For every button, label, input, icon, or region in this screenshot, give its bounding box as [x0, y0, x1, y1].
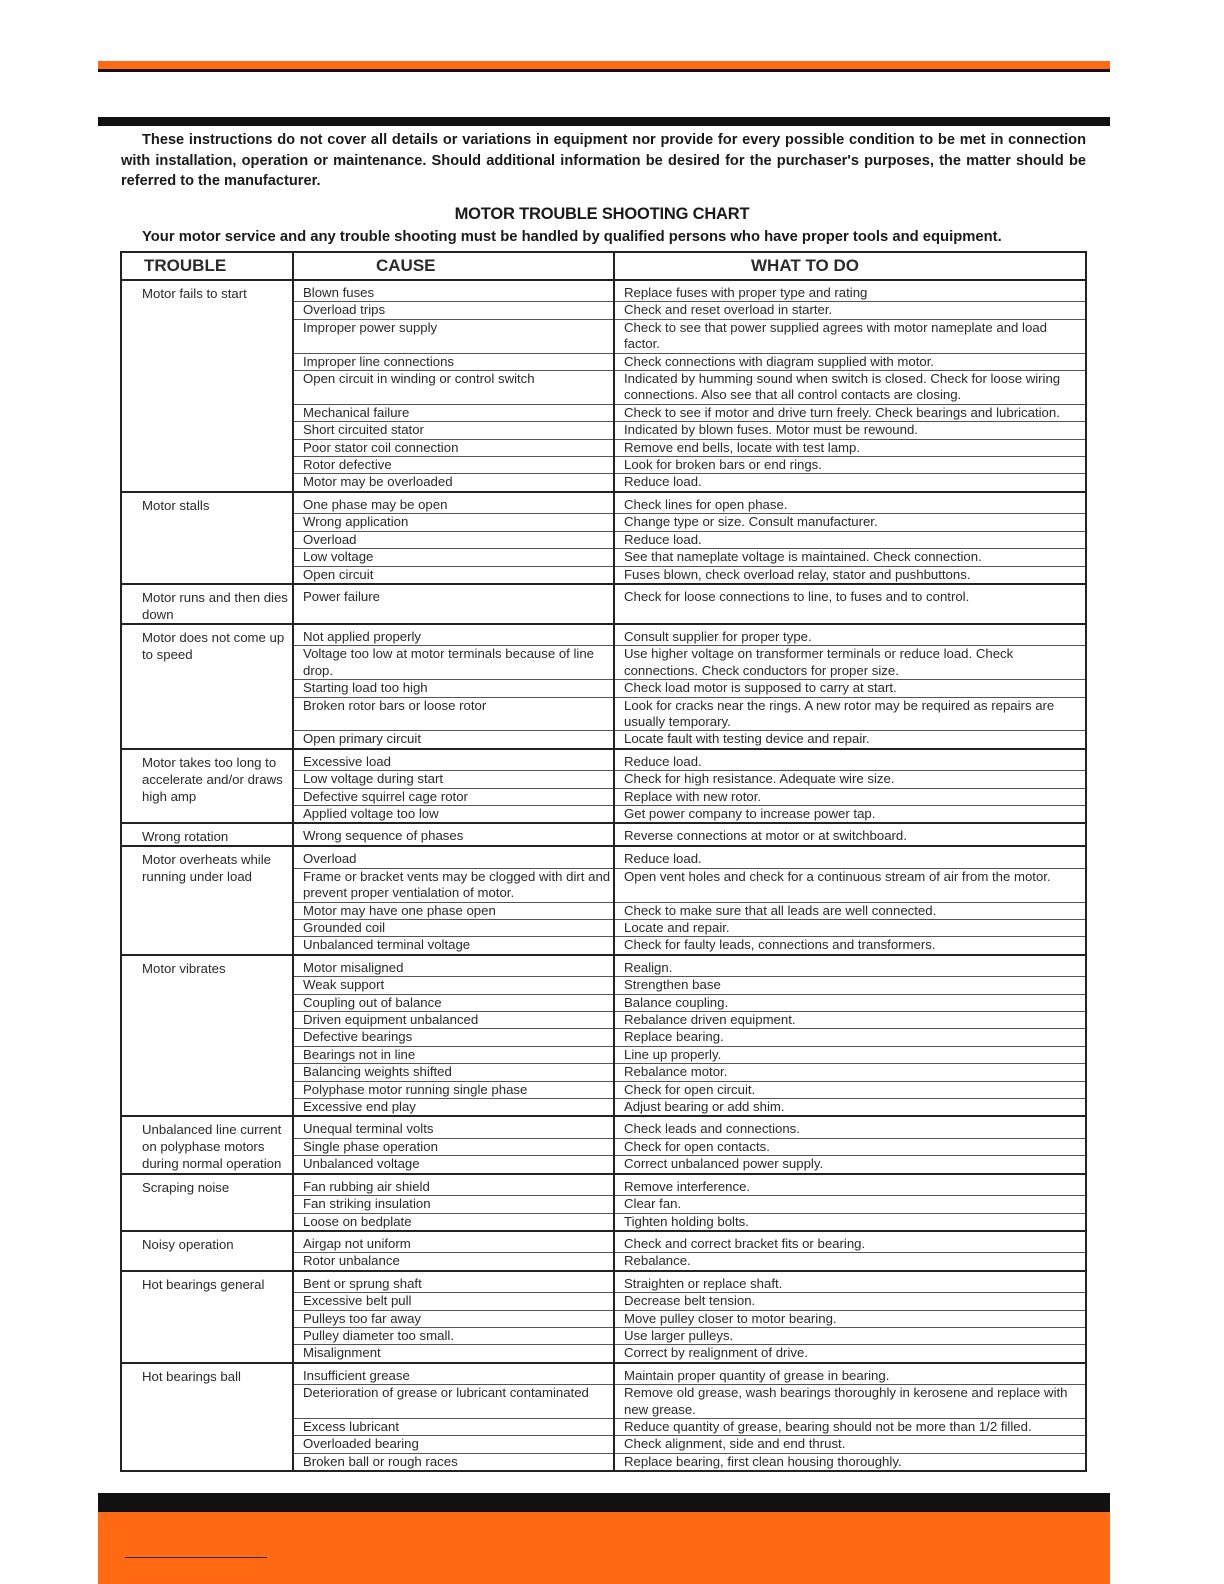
trouble-cell: Motor runs and then dies down: [121, 584, 293, 624]
cause-cell: Motor may have one phase open: [293, 902, 614, 919]
cause-cell: Pulleys too far away: [293, 1310, 614, 1327]
cause-cell: Starting load too high: [293, 680, 614, 697]
cause-cell: Excessive belt pull: [293, 1293, 614, 1310]
trouble-cell: Hot bearings general: [121, 1271, 293, 1363]
trouble-cell: Motor does not come up to speed: [121, 624, 293, 749]
cause-cell: Improper line connections: [293, 353, 614, 370]
what-to-do-cell: Reduce load.: [614, 846, 1086, 868]
chart-title: MOTOR TROUBLE SHOOTING CHART: [454, 205, 750, 223]
table-row: [121, 492, 1086, 514]
cause-cell: Bearings not in line: [293, 1046, 614, 1063]
what-to-do-cell: Strengthen base: [614, 977, 1086, 994]
what-to-do-cell: Check connections with diagram supplied with motor.: [614, 353, 1086, 370]
trouble-cell: Hot bearings ball: [121, 1363, 293, 1471]
what-to-do-cell: Change type or size. Consult manufacturer.: [614, 514, 1086, 531]
what-to-do-cell: Check for faulty leads, connections and transformers.: [614, 937, 1086, 955]
what-to-do-cell: Clear fan.: [614, 1196, 1086, 1213]
trouble-cell: Noisy operation: [121, 1231, 293, 1271]
trouble-cell: Motor vibrates: [121, 955, 293, 1117]
cause-cell: Bent or sprung shaft: [293, 1271, 614, 1293]
what-to-do-cell: Check for high resistance. Adequate wire size.: [614, 771, 1086, 788]
what-to-do-cell: Replace fuses with proper type and rating: [614, 280, 1086, 302]
what-to-do-cell: Check for open contacts.: [614, 1138, 1086, 1155]
cause-cell: Single phase operation: [293, 1138, 614, 1155]
cause-cell: Weak support: [293, 977, 614, 994]
cause-cell: One phase may be open: [293, 492, 614, 514]
cause-cell: Power failure: [293, 584, 614, 624]
what-to-do-cell: Reduce load.: [614, 749, 1086, 771]
cause-cell: Coupling out of balance: [293, 994, 614, 1011]
table-row: [121, 955, 1086, 977]
what-to-do-cell: Reduce load.: [614, 474, 1086, 492]
cause-cell: Overload: [293, 531, 614, 548]
what-to-do-cell: Remove old grease, wash bearings thoroughly in kerosene and replace with new grease.: [614, 1385, 1086, 1419]
what-to-do-cell: Open vent holes and check for a continuous stream of air from the motor.: [614, 868, 1086, 902]
cause-cell: Fan rubbing air shield: [293, 1174, 614, 1196]
what-to-do-cell: Consult supplier for proper type.: [614, 624, 1086, 646]
cause-cell: Rotor unbalance: [293, 1253, 614, 1271]
cause-cell: Voltage too low at motor terminals because of line drop.: [293, 646, 614, 680]
table-row: [121, 749, 1086, 771]
cause-cell: Low voltage during start: [293, 771, 614, 788]
what-to-do-cell: Indicated by blown fuses. Motor must be rewound.: [614, 422, 1086, 439]
cause-cell: Misalignment: [293, 1345, 614, 1363]
table-row: [121, 280, 1086, 302]
cause-cell: Overload: [293, 846, 614, 868]
what-to-do-cell: Check to see if motor and drive turn freely. Check bearings and lubrication.: [614, 404, 1086, 421]
what-to-do-cell: Get power company to increase power tap.: [614, 805, 1086, 823]
what-to-do-cell: Straighten or replace shaft.: [614, 1271, 1086, 1293]
cause-cell: Grounded coil: [293, 920, 614, 937]
header-cause: CAUSE: [293, 252, 614, 280]
table-row: [121, 823, 1086, 846]
chart-subtitle: Your motor service and any trouble shooting must be handled by qualified persons who have proper tools and equipment.: [142, 229, 1002, 245]
what-to-do-cell: Use higher voltage on transformer terminals or reduce load. Check connections. Check conductors for proper size.: [614, 646, 1086, 680]
what-to-do-cell: Check alignment, side and end thrust.: [614, 1436, 1086, 1453]
table-row: [121, 1116, 1086, 1138]
cause-cell: Open circuit: [293, 566, 614, 584]
cause-cell: Unequal terminal volts: [293, 1116, 614, 1138]
cause-cell: Low voltage: [293, 549, 614, 566]
cause-cell: Excess lubricant: [293, 1418, 614, 1435]
what-to-do-cell: Correct unbalanced power supply.: [614, 1156, 1086, 1174]
intro-paragraph: These instructions do not cover all details or variations in equipment nor provide for every possible condition to be met in connection with installation, operation or maintenance. Should additional information be desired for the purchaser's purposes, the matter should be referred to the manufacturer.: [121, 132, 1086, 189]
cause-cell: Mechanical failure: [293, 404, 614, 421]
footer-rule: [125, 1557, 267, 1558]
what-to-do-cell: Line up properly.: [614, 1046, 1086, 1063]
table-row: [121, 1271, 1086, 1293]
trouble-cell: Motor fails to start: [121, 280, 293, 492]
cause-cell: Deterioration of grease or lubricant contaminated: [293, 1385, 614, 1419]
header-orange-bar: [98, 61, 1110, 69]
table-row: [121, 1363, 1086, 1385]
what-to-do-cell: Reduce load.: [614, 531, 1086, 548]
what-to-do-cell: Reduce quantity of grease, bearing should not be more than 1/2 filled.: [614, 1418, 1086, 1435]
cause-cell: Open circuit in winding or control switch: [293, 371, 614, 405]
what-to-do-cell: Rebalance motor.: [614, 1064, 1086, 1081]
footer-black-bar: [98, 1493, 1110, 1512]
cause-cell: Poor stator coil connection: [293, 439, 614, 456]
cause-cell: Defective bearings: [293, 1029, 614, 1046]
trouble-cell: Motor overheats while running under load: [121, 846, 293, 954]
what-to-do-cell: Correct by realignment of drive.: [614, 1345, 1086, 1363]
cause-cell: Overload trips: [293, 302, 614, 319]
table-header-row: [121, 252, 1086, 280]
what-to-do-cell: Replace bearing.: [614, 1029, 1086, 1046]
cause-cell: Broken rotor bars or loose rotor: [293, 697, 614, 731]
what-to-do-cell: Check and correct bracket fits or bearing.: [614, 1231, 1086, 1253]
cause-cell: Motor misaligned: [293, 955, 614, 977]
what-to-do-cell: Check to see that power supplied agrees with motor nameplate and load factor.: [614, 319, 1086, 353]
what-to-do-cell: Look for broken bars or end rings.: [614, 457, 1086, 474]
cause-cell: Polyphase motor running single phase: [293, 1081, 614, 1098]
what-to-do-cell: Balance coupling.: [614, 994, 1086, 1011]
trouble-cell: Wrong rotation: [121, 823, 293, 846]
what-to-do-cell: Use larger pulleys.: [614, 1327, 1086, 1344]
what-to-do-cell: Remove end bells, locate with test lamp.: [614, 439, 1086, 456]
footer-orange-bar: [98, 1512, 1110, 1584]
cause-cell: Not applied properly: [293, 624, 614, 646]
cause-cell: Loose on bedplate: [293, 1213, 614, 1231]
header-trouble: TROUBLE: [121, 252, 293, 280]
what-to-do-cell: Check lines for open phase.: [614, 492, 1086, 514]
cause-cell: Excessive load: [293, 749, 614, 771]
cause-cell: Unbalanced terminal voltage: [293, 937, 614, 955]
what-to-do-cell: Check for open circuit.: [614, 1081, 1086, 1098]
cause-cell: Motor may be overloaded: [293, 474, 614, 492]
cause-cell: Balancing weights shifted: [293, 1064, 614, 1081]
what-to-do-cell: Rebalance driven equipment.: [614, 1012, 1086, 1029]
what-to-do-cell: Fuses blown, check overload relay, stator and pushbuttons.: [614, 566, 1086, 584]
cause-cell: Defective squirrel cage rotor: [293, 788, 614, 805]
cause-cell: Improper power supply: [293, 319, 614, 353]
what-to-do-cell: Locate and repair.: [614, 920, 1086, 937]
cause-cell: Insufficient grease: [293, 1363, 614, 1385]
what-to-do-cell: Indicated by humming sound when switch is closed. Check for loose wiring connections. Also see that all control contacts are closing.: [614, 371, 1086, 405]
cause-cell: Broken ball or rough races: [293, 1453, 614, 1471]
cause-cell: Pulley diameter too small.: [293, 1327, 614, 1344]
cause-cell: Overloaded bearing: [293, 1436, 614, 1453]
what-to-do-cell: Locate fault with testing device and repair.: [614, 731, 1086, 749]
cause-cell: Frame or bracket vents may be clogged with dirt and prevent proper ventialation of motor.: [293, 868, 614, 902]
trouble-cell: Unbalanced line current on polyphase motors during normal operation: [121, 1116, 293, 1173]
what-to-do-cell: Replace with new rotor.: [614, 788, 1086, 805]
cause-cell: Rotor defective: [293, 457, 614, 474]
what-to-do-cell: Rebalance.: [614, 1253, 1086, 1271]
header-what-to-do: WHAT TO DO: [614, 252, 1086, 280]
table-row: [121, 624, 1086, 646]
cause-cell: Unbalanced voltage: [293, 1156, 614, 1174]
what-to-do-cell: Look for cracks near the rings. A new rotor may be required as repairs are usually temporary.: [614, 697, 1086, 731]
trouble-cell: Motor takes too long to accelerate and/or draws high amp: [121, 749, 293, 824]
what-to-do-cell: Adjust bearing or add shim.: [614, 1099, 1086, 1117]
section-black-rule: [98, 117, 1110, 126]
what-to-do-cell: Check to make sure that all leads are well connected.: [614, 902, 1086, 919]
what-to-do-cell: See that nameplate voltage is maintained. Check connection.: [614, 549, 1086, 566]
cause-cell: Open primary circuit: [293, 731, 614, 749]
header-black-rule: [98, 69, 1110, 72]
cause-cell: Blown fuses: [293, 280, 614, 302]
table-row: [121, 846, 1086, 868]
what-to-do-cell: Check leads and connections.: [614, 1116, 1086, 1138]
what-to-do-cell: Replace bearing, first clean housing thoroughly.: [614, 1453, 1086, 1471]
table-body: [121, 280, 1086, 1471]
cause-cell: Wrong sequence of phases: [293, 823, 614, 846]
cause-cell: Driven equipment unbalanced: [293, 1012, 614, 1029]
what-to-do-cell: Maintain proper quantity of grease in bearing.: [614, 1363, 1086, 1385]
what-to-do-cell: Reverse connections at motor or at switchboard.: [614, 823, 1086, 846]
cause-cell: Excessive end play: [293, 1099, 614, 1117]
what-to-do-cell: Realign.: [614, 955, 1086, 977]
what-to-do-cell: Check and reset overload in starter.: [614, 302, 1086, 319]
what-to-do-cell: Check load motor is supposed to carry at start.: [614, 680, 1086, 697]
table-row: [121, 584, 1086, 624]
table-row: [121, 1174, 1086, 1196]
what-to-do-cell: Move pulley closer to motor bearing.: [614, 1310, 1086, 1327]
what-to-do-cell: Decrease belt tension.: [614, 1293, 1086, 1310]
trouble-cell: Motor stalls: [121, 492, 293, 584]
trouble-shooting-table: [120, 251, 1087, 1472]
cause-cell: Applied voltage too low: [293, 805, 614, 823]
trouble-cell: Scraping noise: [121, 1174, 293, 1231]
what-to-do-cell: Check for loose connections to line, to fuses and to control.: [614, 584, 1086, 624]
cause-cell: Airgap not uniform: [293, 1231, 614, 1253]
what-to-do-cell: Tighten holding bolts.: [614, 1213, 1086, 1231]
what-to-do-cell: Remove interference.: [614, 1174, 1086, 1196]
table-row: [121, 1231, 1086, 1253]
cause-cell: Short circuited stator: [293, 422, 614, 439]
cause-cell: Fan striking insulation: [293, 1196, 614, 1213]
cause-cell: Wrong application: [293, 514, 614, 531]
